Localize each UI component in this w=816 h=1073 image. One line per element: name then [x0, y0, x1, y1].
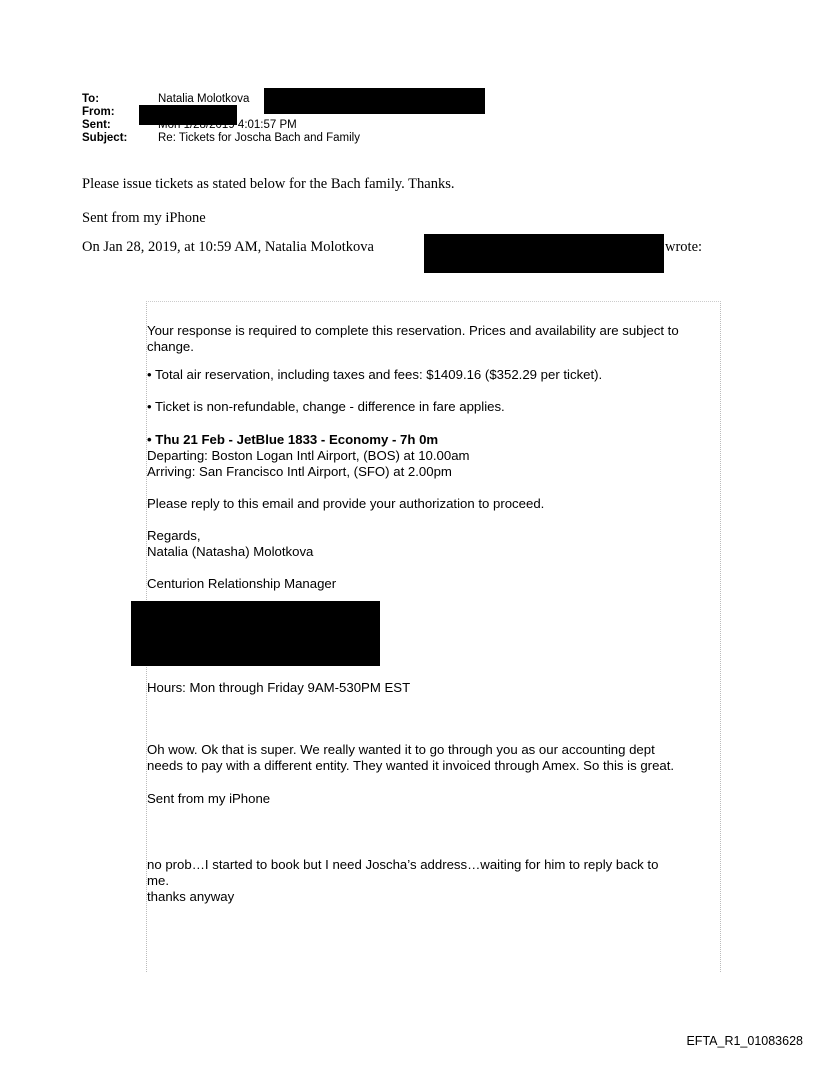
price-bullet: • Total air reservation, including taxes and fees: $1409.16 ($352.29 per ticket). [147, 367, 603, 382]
redaction [131, 601, 380, 666]
wrote-text: wrote: [665, 239, 703, 255]
flight-bullet: • Thu 21 Feb - JetBlue 1833 - Economy - 7h 0m [147, 432, 439, 447]
quoted-text: Oh wow. Ok that is super. We really wanted it to go through you as our accounting dept [147, 742, 655, 757]
from-row [82, 106, 134, 118]
redaction [424, 234, 664, 273]
redaction [264, 88, 485, 114]
refund-bullet: • Ticket is non-refundable, change - difference in fare applies. [147, 399, 505, 414]
quoted-text: no prob…I started to book but I need Joscha’s address…waiting for him to reply back to [147, 857, 659, 872]
sent-label: Sent: [82, 119, 111, 131]
signature-text: Sent from my iPhone [82, 210, 206, 226]
subject-value: Re: Tickets for Joscha Bach and Family [158, 132, 360, 144]
document-id: EFTA_R1_01083628 [686, 1034, 803, 1048]
quoted-text: needs to pay with a different entity. They wanted it invoiced through Amex. So this is great. [147, 758, 675, 773]
to-row [82, 93, 249, 105]
quoted-text: Your response is required to complete this reservation. Prices and availability are subject to [147, 323, 679, 338]
subject-label: Subject: [82, 132, 128, 144]
body-text: Please issue tickets as stated below for the Bach family. Thanks. [82, 176, 455, 192]
from-label: From: [82, 106, 115, 118]
quoted-text: Please reply to this email and provide your authorization to proceed. [147, 496, 545, 511]
quoted-text: me. [147, 873, 169, 888]
departing-text: Departing: Boston Logan Intl Airport, (BOS) at 10.00am [147, 448, 470, 463]
arriving-text: Arriving: San Francisco Intl Airport, (SFO) at 2.00pm [147, 464, 452, 479]
sender-title: Centurion Relationship Manager [147, 576, 337, 591]
quoted-text: thanks anyway [147, 889, 235, 904]
to-value: Natalia Molotkova [158, 93, 250, 105]
subject-row [82, 132, 360, 144]
hours-text: Hours: Mon through Friday 9AM-530PM EST [147, 680, 411, 695]
quoted-text: Regards, [147, 528, 201, 543]
attribution-text: On Jan 28, 2019, at 10:59 AM, Natalia Molotkova [82, 239, 374, 255]
sent-row [82, 119, 297, 131]
to-label: To: [82, 93, 100, 105]
sender-name: Natalia (Natasha) Molotkova [147, 544, 314, 559]
quoted-text: change. [147, 339, 194, 354]
quoted-text: Sent from my iPhone [147, 791, 271, 806]
sent-value: Mon 1/28/2019 4:01:57 PM [158, 119, 297, 131]
